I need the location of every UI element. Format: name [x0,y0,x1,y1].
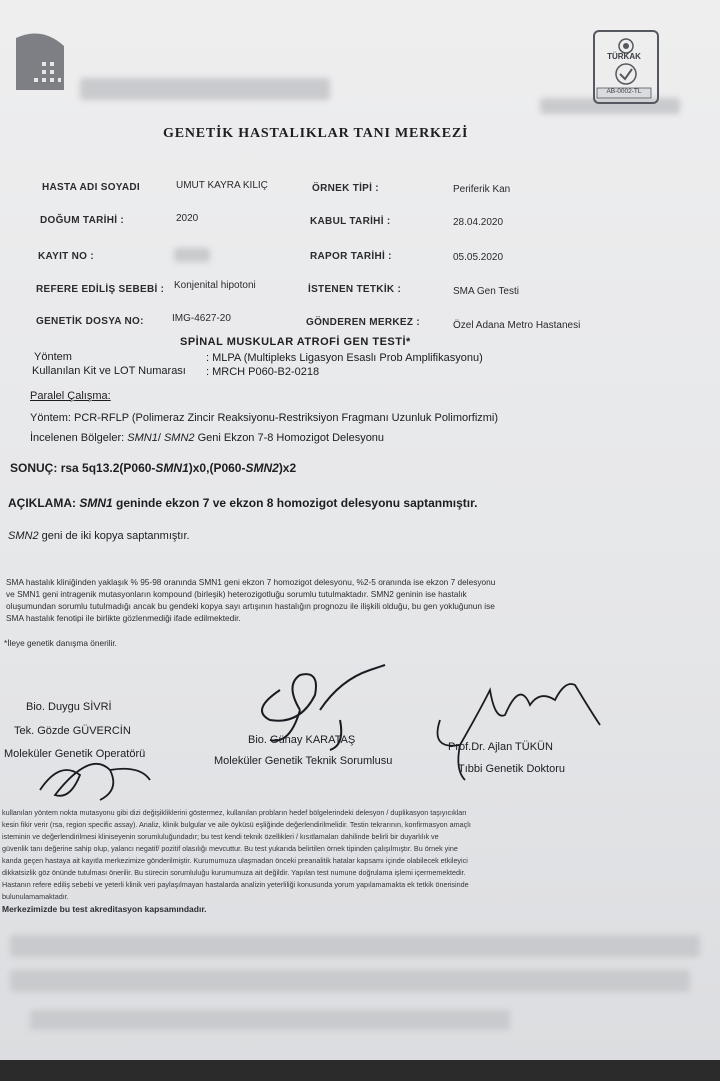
footer-line-2: kesin fikir verir (rsa, region specific assay). Analiz, klinik bulgular ve aile öyküsü eşliğinde değerlendirilmelidir. Testin tekrarının, konfirmasyon amaçlı [2,820,471,829]
result-label: SONUÇ: [10,461,58,475]
note-line-1: SMA hastalık kliniğinden yaklaşık % 95-98 oranında SMN1 geni ekzon 7 homozigot delesyonu, %2-5 oranında ise ekzon 7 delesyonu [6,577,496,587]
requested-test-value: SMA Gen Testi [453,286,519,297]
footer-accreditation-note: Merkezimizde bu test akreditasyon kapsamındadır. [2,904,207,914]
result-gene2: SMN2 [245,461,279,475]
footer-redacted-3 [30,1010,510,1030]
regions-label: İncelenen Bölgeler: [30,432,125,444]
regions-value: Geni Ekzon 7-8 Homozigot Delesyonu [197,432,385,444]
parallel-method: Yöntem: PCR-RFLP (Polimeraz Zincir Reaksiyonu-Restriksiyon Fragmanı Uzunluk Polimorfizmi) [30,412,499,424]
sending-center-label: GÖNDEREN MERKEZ : [306,317,420,328]
smn2-text: geni de iki kopya saptanmıştır. [41,530,190,542]
kit-label: Kullanılan Kit ve LOT Numarası [32,365,186,377]
referral-reason-label: REFERE EDİLİŞ SEBEBİ : [36,284,165,295]
explanation-line [8,496,477,510]
signer1-line3: Moleküler Genetik Operatörü [4,748,146,760]
referral-reason-value: Konjenital hipotoni [174,280,256,291]
signer2-line2: Moleküler Genetik Teknik Sorumlusu [214,755,393,767]
center-logo [12,32,70,94]
signer1-line1: Bio. Duygu SİVRİ [26,701,112,713]
sample-type-label: ÖRNEK TİPİ : [312,183,379,194]
report-date-value: 05.05.2020 [453,252,504,263]
result-suffix: )x2 [278,461,297,475]
regions-line [30,432,384,444]
footer-redacted-1 [10,935,700,957]
explanation-text: geninde ekzon 7 ve ekzon 8 homozigot delesyonu saptanmıştır. [116,496,478,510]
footer-line-8: bulunulamamaktadır. [2,892,69,901]
method-value: : MLPA (Multipleks Ligasyon Esaslı Prob Amplifikasyonu) [206,352,483,364]
note-line-2: ve SMN1 geni intragenik mutasyonların kompound (birleşik) heterozigotluğu sorumlu tutulmaktadır. SMN2 geninin ise hastalık [6,589,467,599]
regions-gene2: SMN2 [163,432,195,444]
result-line [10,461,296,475]
regions-separator: / [157,432,161,444]
result-gene1: SMN1 [155,461,189,475]
footer-line-7: Hastanın refere ediliş sebebi ve yeterli klinik veri paylaşılmayan hastalarda analizin yeterliliği konusunda yorum yapılamamakta ek tetkik önerisinde [2,880,469,889]
footer-line-3: isteminin ve değerlendirilmesi kliniseyenin sorumluluğundadır; bu test kendi teknik özellikleri / kısıtlamaları dahilinde belirli bir duyarlılık ve [2,832,439,841]
kit-value: : MRCH P060-B2-0218 [206,366,320,378]
regions-gene1: SMN1 [127,432,158,444]
signer3-line1: Prof.Dr. Ajlan TÜKÜN [448,741,553,753]
patient-name-value: UMUT KAYRA KILIÇ [176,180,268,191]
smn2-line [8,530,190,542]
signer2-line1: Bio. Günay KARATAŞ [248,734,356,746]
birth-date-value: 2020 [176,213,199,224]
method-label: Yöntem [34,351,72,363]
turkak-code: AB-0002-TL [606,88,642,95]
genetic-file-no-value: IMG-4627-20 [172,313,231,324]
footer-line-1: kullanılan yöntem nokta mutasyonu gibi dizi değişikliklerini göstermez, kullanılan probların hedef bölgelerindeki delesyon / duplikasyon taşıyıcıkları [2,808,467,817]
record-no-label: KAYIT NO : [38,251,94,262]
footer-line-6: dikkatsizlik göz önünde tutulması önerilir. Bu sürecin sorumluluğu kurumumuza ait değildir. Yapılan test numune doğrulama işlemi içermemektedir. [2,868,466,877]
footer-line-5: kanda geçen hastaya ait kayıtla merkezimize gönderilmiştir. Kurumumuza ulaşmadan önceki preanalitik hatalar kapsamı içinde olabilecek etkileyici [2,856,468,865]
requested-test-label: İSTENEN TETKİK : [308,284,402,295]
note-line-3: oluşumundan sorumlu tutulmadığı ancak bu gendeki kopya sayı artışının hastalığın prognozu ile ilişkili olduğu, bu gen yokluğunun ise [6,601,495,611]
explanation-label: AÇIKLAMA: [8,496,76,510]
birth-date-label: DOĞUM TARİHİ : [40,215,125,226]
center-title: GENETİK HASTALIKLAR TANI MERKEZİ [163,126,469,141]
parallel-heading: Paralel Çalışma: [30,390,111,402]
result-middle: )x0,(P060- [188,461,246,475]
accreditation-badge [593,30,659,104]
acceptance-date-value: 28.04.2020 [453,217,504,228]
record-no-redacted [174,248,210,262]
signer3-line2: Tıbbi Genetik Doktoru [458,763,565,775]
signer1-line2: Tek. Gözde GÜVERCİN [14,725,131,737]
footer-redacted-2 [10,970,690,992]
acceptance-date-label: KABUL TARİHİ : [310,216,391,227]
smn2-gene: SMN2 [8,530,39,542]
header-redacted-text [80,78,330,100]
footer-line-4: güvenlik tanı değerine sahip olup, yalancı negatif/ pozitif olasılığı mevcuttur. Bu test yukarıda belirtilen örnek tipinden çalışılmıştır. Bu örnek yine [2,844,458,853]
report-date-label: RAPOR TARİHİ : [310,251,392,262]
turkak-name: TÜRKAK [607,52,641,61]
patient-name-label: HASTA ADI SOYADI [42,182,140,193]
sample-type-value: Periferik Kan [453,184,511,195]
test-title: SPİNAL MUSKULAR ATROFİ GEN TESTİ* [180,336,411,348]
genetic-file-no-label: GENETİK DOSYA NO: [36,316,144,327]
explanation-gene: SMN1 [79,496,113,510]
result-prefix: rsa 5q13.2(P060- [60,461,156,475]
counseling-note: *İleye genetik danışma önerilir. [4,638,117,648]
note-line-4: SMA hastalık fenotipi ile birlikte gözlenmediği ifade edilmektedir. [6,613,241,623]
center-logo-icon [12,32,70,94]
sending-center-value: Özel Adana Metro Hastanesi [453,320,581,331]
